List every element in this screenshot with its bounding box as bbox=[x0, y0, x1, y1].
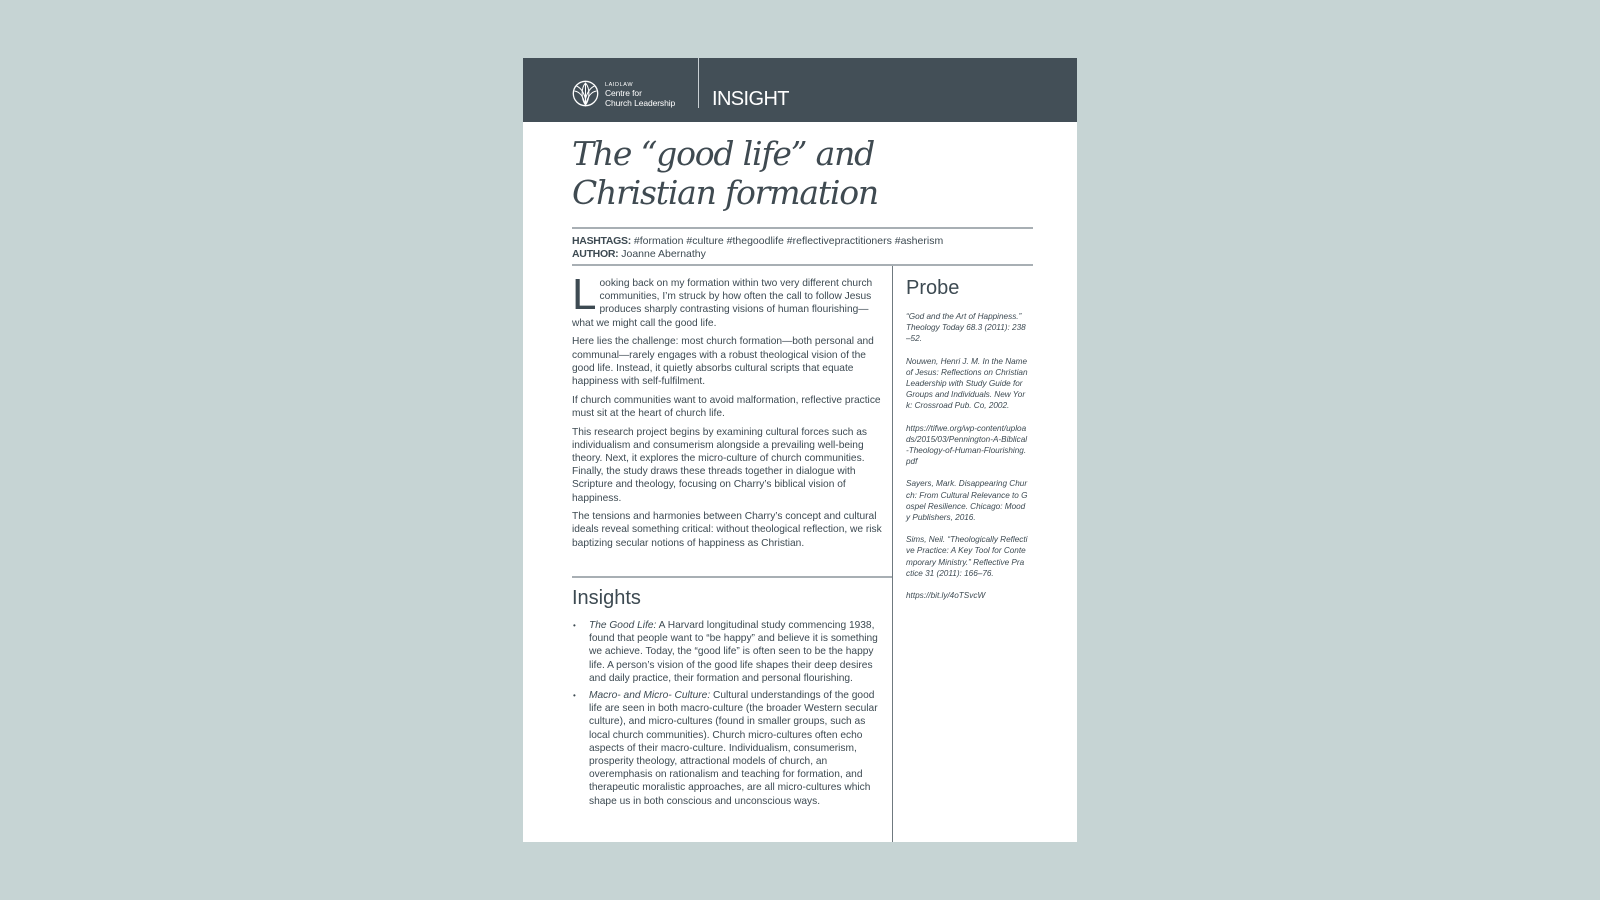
column-divider bbox=[892, 266, 893, 842]
section-label: INSIGHT bbox=[712, 88, 789, 110]
divider bbox=[572, 227, 1033, 229]
paragraph-2: Here lies the challenge: most church formation—both personal and communal—rarely engages with a robust theological vision of the good life. Instead, it quietly absorbs cultural scripts that equate happiness with self-fulfilment. bbox=[572, 336, 874, 387]
author-name: Joanne Abernathy bbox=[621, 248, 706, 260]
title-line-1: The “good life” and bbox=[572, 134, 875, 173]
article-meta bbox=[572, 235, 943, 261]
logo-org: LAIDLAW bbox=[605, 82, 634, 88]
hashtags: #formation #culture #thegoodlife #reflectivepractitioners #asherism bbox=[633, 235, 944, 247]
title-line-2: Christian formation bbox=[572, 173, 878, 212]
hashtags-row bbox=[572, 235, 943, 248]
reference-link[interactable]: https://bit.ly/4oTSvcW bbox=[906, 591, 986, 601]
insight-lead: Macro- and Micro- Culture: bbox=[589, 690, 711, 702]
reference-item: “God and the Art of Happiness.” Theology Today 68.3 (2011): 238–52. bbox=[906, 312, 1026, 344]
paragraph-4: This research project begins by examining cultural forces such as individualism and consumerism alongside a prevailing well-being theory. Next, it explores the micro-culture of church communities. Finally, the study draws these threads together in dialogue with Scripture and theology, focusing on Charry’s biblical vision of happiness. bbox=[572, 426, 868, 504]
header-banner bbox=[523, 58, 1077, 122]
probe-sidebar bbox=[906, 277, 1028, 612]
paragraph-5: The tensions and harmonies between Charry’s concept and cultural ideals reveal something critical: without theological reflection, we risk baptizing secular notions of happiness as Christian. bbox=[572, 511, 882, 549]
reference-item: Sims, Neil. “Theologically Reflective Practice: A Key Tool for Contemporary Ministry.” Reflective Practice 31 (2011): 166–76. bbox=[906, 535, 1028, 578]
page-title bbox=[572, 134, 1042, 212]
insights-list bbox=[572, 619, 882, 812]
document-page bbox=[523, 58, 1077, 842]
paragraph-3: If church communities want to avoid malformation, reflective practice must sit at the heart of church life. bbox=[572, 394, 881, 419]
insight-text: Cultural understandings of the good life are seen in both macro-culture (the broader Western secular culture), and micro-cultures (found in smaller groups, such as local church communities). Church micro-cultures often echo aspects of their macro-culture. Individualism, consumerism, prosperity theology, attractional models of church, an overemphasis on rationalism and teaching for formation, and therapeutic moralistic approaches, are all micro-cultures which shape us in both conscious and unconscious ways. bbox=[589, 690, 878, 807]
banner-divider bbox=[698, 58, 699, 108]
laidlaw-logo-icon bbox=[572, 80, 599, 107]
list-item bbox=[572, 689, 882, 808]
divider bbox=[572, 576, 892, 578]
insight-text: A Harvard longitudinal study commencing 1938, found that people want to “be happy” and believe it is something we achieve. Today, the “good life” is often seen to be the happy life. A person’s vision of the good life shapes their deep desires and daily practice, their formation and personal flourishing. bbox=[589, 620, 878, 684]
logo-line-1: Centre for bbox=[605, 88, 642, 98]
article-body bbox=[572, 270, 882, 555]
hashtags-label: HASHTAGS: bbox=[572, 235, 631, 247]
reference-item: Nouwen, Henri J. M. In the Name of Jesus: Reflections on Christian Leadership with Study Guide for Groups and Individuals. New York: Crossroad Pub. Co, 2002. bbox=[906, 356, 1028, 411]
probe-heading: Probe bbox=[906, 277, 960, 299]
drop-cap: L bbox=[572, 270, 597, 319]
divider bbox=[572, 264, 1033, 266]
logo-wordmark bbox=[605, 82, 675, 108]
reference-link[interactable]: https://tifwe.org/wp-content/uploads/2015/03/Pennington-A-Biblical-Theology-of-Human-Flourishing.pdf bbox=[906, 423, 1028, 467]
reference-item: Sayers, Mark. Disappearing Church: From Cultural Relevance to Gospel Resilience. Chicago: Moody Publishers, 2016. bbox=[906, 479, 1028, 523]
author-label: AUTHOR: bbox=[572, 248, 619, 260]
paragraph-1-text: ooking back on my formation within two very different church communities, I’m struck by how often the call to follow Jesus produces sharply contrasting visions of human flourishing—what we might call the good life. bbox=[572, 278, 873, 329]
insights-heading: Insights bbox=[572, 587, 641, 609]
list-item bbox=[572, 619, 882, 685]
logo-line-2: Church Leadership bbox=[605, 97, 676, 108]
author-row bbox=[572, 248, 943, 261]
insight-lead: The Good Life: bbox=[589, 620, 657, 631]
paragraph-1 bbox=[572, 270, 882, 330]
